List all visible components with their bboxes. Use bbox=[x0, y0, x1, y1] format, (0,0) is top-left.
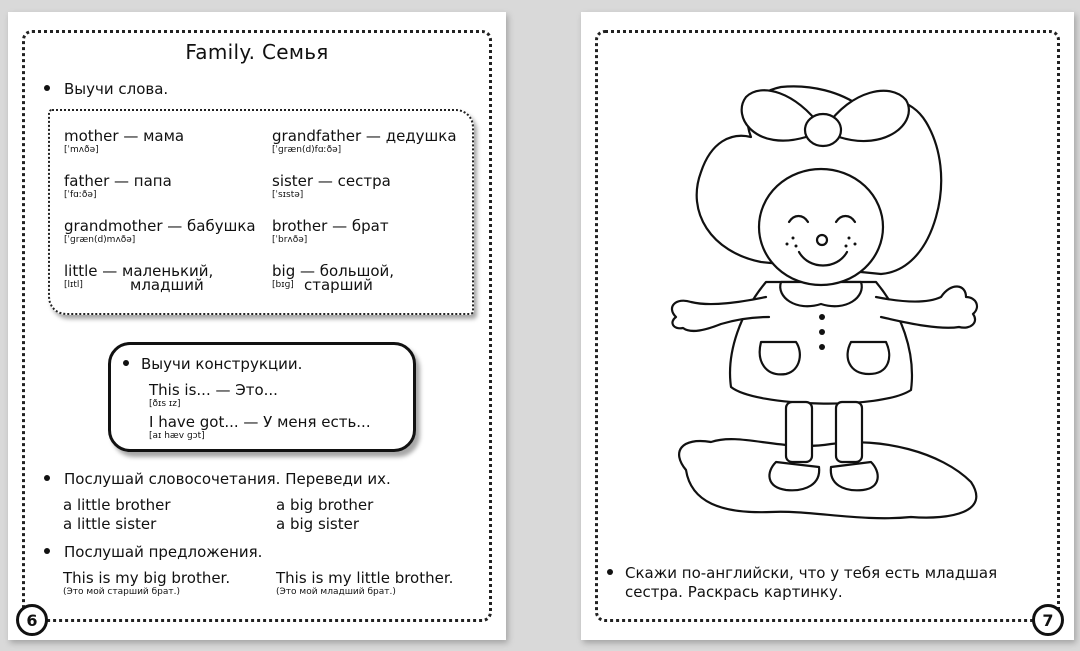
bullet-icon bbox=[123, 360, 129, 366]
construction-transcription: [ðɪs ɪz] bbox=[149, 399, 181, 409]
instruction-learn-words: Выучи слова. bbox=[44, 80, 168, 98]
vocab-item: grandmother — бабушка [ˈɡræn(d)mʌðə] bbox=[64, 217, 256, 245]
sentence-translation: (Это мой младший брат.) bbox=[276, 587, 396, 597]
bullet-icon bbox=[44, 475, 50, 481]
sentence-translation: (Это мой старший брат.) bbox=[63, 587, 181, 597]
phrase: a big sister bbox=[276, 515, 360, 533]
vocabulary-box bbox=[48, 109, 474, 315]
right-page bbox=[581, 12, 1074, 640]
sentence: This is my big brother. bbox=[63, 569, 231, 587]
construction-transcription: [aɪ hæv ɡɔt] bbox=[149, 431, 205, 441]
construction-line: I have got... — У меня есть... bbox=[149, 413, 371, 431]
instruction-say-english: Скажи по-английски, что у тебя есть младшая сестра. Раскрась картинку. bbox=[607, 564, 1047, 602]
vocab-item: little — маленький, [lɪtl] младший bbox=[64, 262, 214, 294]
phrase: a big brother bbox=[276, 496, 374, 514]
girl-doll-coloring-illustration bbox=[581, 12, 1074, 552]
vocab-item: brother — брат [ˈbrʌðə] bbox=[272, 217, 389, 245]
vocab-item: father — папа [ˈfɑːðə] bbox=[64, 172, 172, 200]
phrase: a little sister bbox=[63, 515, 157, 533]
bullet-icon bbox=[607, 569, 613, 575]
page-number: 6 bbox=[16, 604, 48, 636]
bullet-icon bbox=[44, 548, 50, 554]
vocab-item: big — большой, [bɪɡ] старший bbox=[272, 262, 395, 294]
vocab-item: grandfather — дедушка [ˈɡræn(d)fɑːðə] bbox=[272, 127, 457, 155]
instruction-learn-constructions: Выучи конструкции. bbox=[123, 355, 302, 373]
construction-line: This is... — Это... bbox=[149, 381, 278, 399]
left-page bbox=[8, 12, 506, 640]
instruction-listen-phrases: Послушай словосочетания. Переведи их. bbox=[44, 470, 391, 488]
vocab-item: mother — мама [ˈmʌðə] bbox=[64, 127, 185, 155]
instruction-listen-sentences: Послушай предложения. bbox=[44, 543, 262, 561]
sentence: This is my little brother. bbox=[276, 569, 454, 587]
bullet-icon bbox=[44, 85, 50, 91]
constructions-box bbox=[108, 342, 416, 452]
page-number: 7 bbox=[1032, 604, 1064, 636]
page-title: Family. Семья bbox=[185, 40, 329, 64]
phrase: a little brother bbox=[63, 496, 171, 514]
vocab-item: sister — сестра [ˈsɪstə] bbox=[272, 172, 391, 200]
